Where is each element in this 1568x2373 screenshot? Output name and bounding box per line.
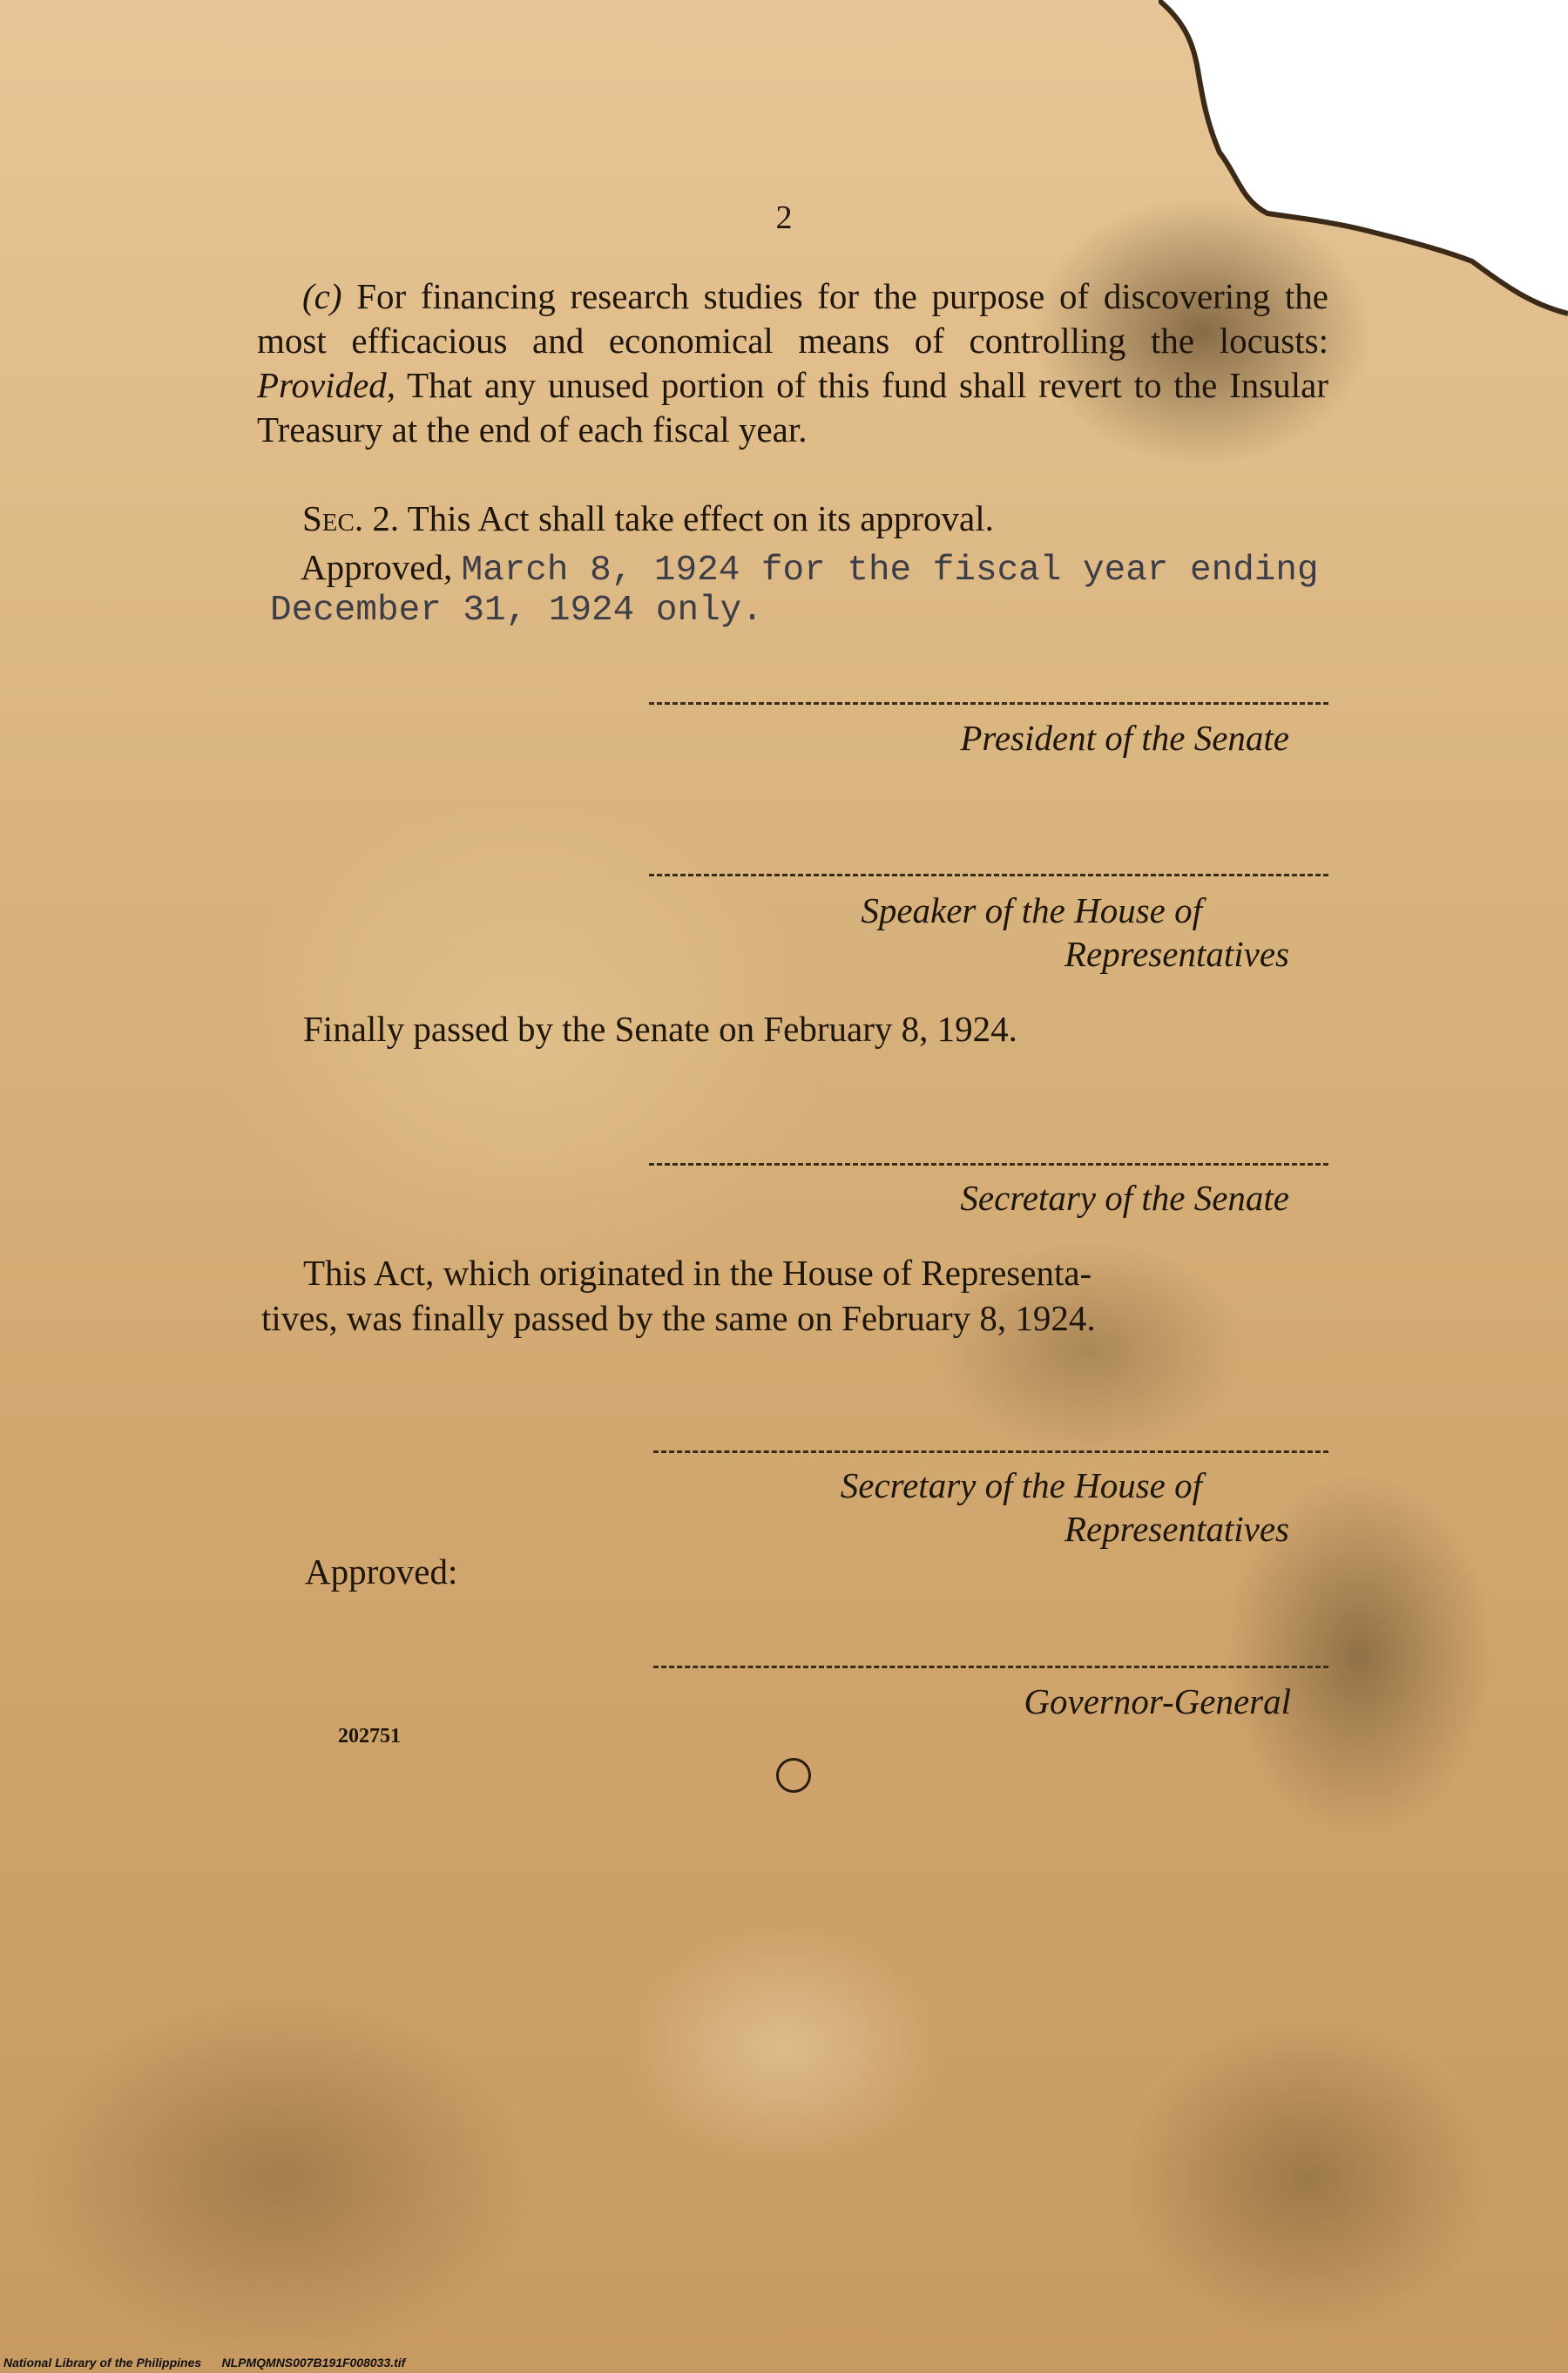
signature-line-house-secretary — [653, 1450, 1328, 1453]
signature-line-president — [649, 702, 1328, 705]
speaker-label-line1: Speaker of the House of — [861, 890, 1202, 930]
president-senate-label: President of the Senate — [960, 718, 1289, 758]
signature-line-speaker — [649, 874, 1328, 876]
library-credit: National Library of the Philippines — [3, 2356, 202, 2370]
signature-line-senate-secretary — [649, 1163, 1328, 1166]
clause-c-paragraph — [257, 274, 1328, 452]
clause-c-proviso: Provided, — [257, 365, 396, 405]
secretary-house-label-line2: Representatives — [1064, 1509, 1289, 1549]
approval-typed-date: March 8, 1924 for the fiscal year ending — [461, 551, 1319, 591]
approval-label: Approved, — [301, 547, 453, 587]
senate-passed-statement: Finally passed by the Senate on February 8, 1924. — [303, 1009, 1017, 1049]
document-code-number: 202751 — [338, 1725, 401, 1748]
house-origin-line1: This Act, which originated in the House of Representa- — [303, 1253, 1092, 1293]
section-2-label: Sec. 2. — [302, 498, 400, 538]
scan-credit-footer — [3, 2356, 405, 2370]
secretary-house-label-line1: Secretary of the House of — [840, 1465, 1202, 1505]
file-id: NLPMQMNS007B191F008033.tif — [221, 2356, 406, 2370]
governor-general-label: Governor-General — [1024, 1681, 1291, 1721]
binding-hole — [776, 1758, 811, 1793]
signature-line-governor — [653, 1666, 1328, 1668]
speaker-label-line2: Representatives — [1064, 934, 1289, 974]
clause-c-text-1: For financing research studies for the purpose of discovering the most efficacious and economical means of controlling the locusts: — [257, 276, 1328, 361]
section-2-paragraph — [257, 497, 1328, 541]
approval-typed-scope: December 31, 1924 only. — [270, 591, 763, 631]
section-2-text: This Act shall take effect on its approval. — [399, 498, 994, 538]
approval-line — [301, 544, 1319, 593]
approved-label: Approved: — [305, 1552, 458, 1592]
clause-c-text-2: That any unused portion of this fund shall revert to the Insular Treasury at the end of each fiscal year. — [257, 365, 1328, 450]
clause-c-label: (c) — [302, 276, 342, 316]
page-number: 2 — [775, 199, 793, 236]
house-origin-line2: tives, was finally passed by the same on February 8, 1924. — [261, 1298, 1096, 1338]
secretary-senate-label: Secretary of the Senate — [960, 1178, 1289, 1218]
